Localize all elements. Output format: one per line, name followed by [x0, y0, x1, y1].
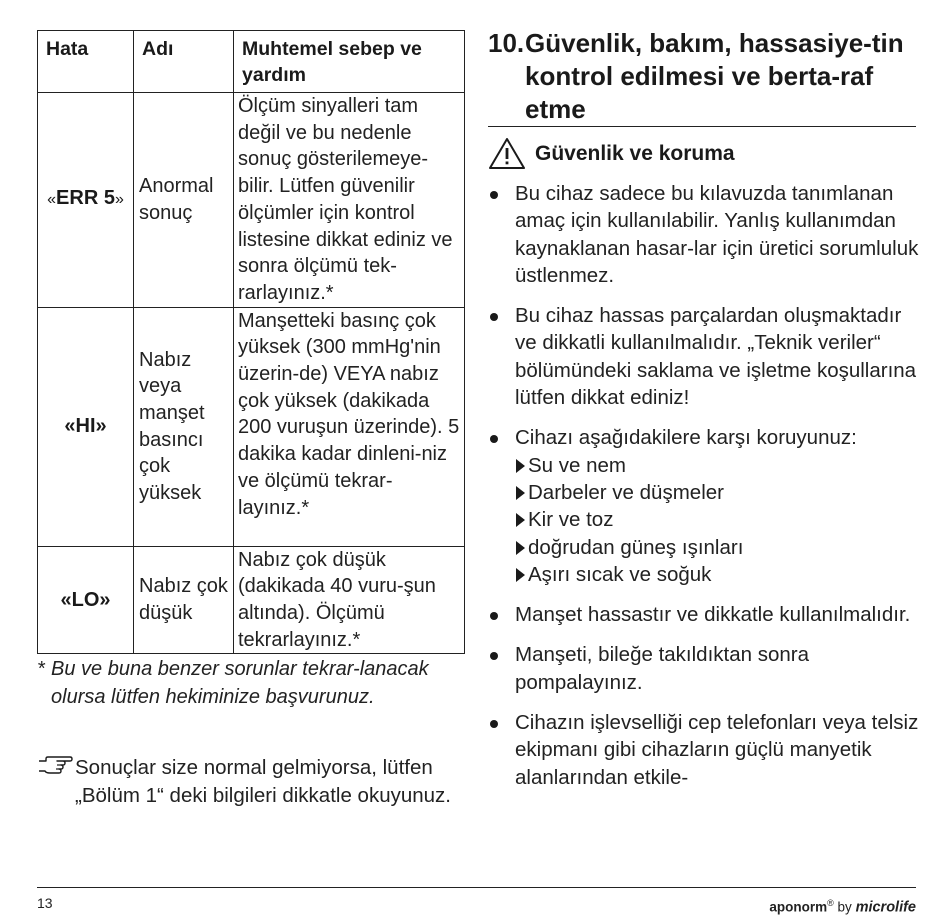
sub-item-text: Kir ve toz [528, 508, 614, 532]
error-code: «LO» [38, 546, 134, 654]
error-name: Nabız veya manşet basıncı çok yüksek [134, 307, 234, 546]
error-code: «HI» [38, 307, 134, 546]
subheading-text: Güvenlik ve koruma [535, 142, 735, 165]
table-row [38, 546, 465, 654]
sub-item [515, 506, 920, 533]
sub-item-text: Darbeler ve düşmeler [528, 480, 724, 504]
list-item [488, 302, 920, 411]
list-item [488, 709, 920, 791]
sub-item-text: Su ve nem [528, 453, 626, 477]
error-table [37, 30, 465, 654]
bullet-text: Bu cihaz sadece bu kılavuzda tanımlanan amaç için kullanılabilir. Yanlış kullanımdan kaynaklanan hasar-lar için üretici sorumluluk üstlenmez. [515, 182, 919, 287]
sub-item [515, 479, 920, 506]
list-item [488, 180, 920, 289]
quote-close: » [114, 191, 124, 209]
column-header-error: Hata [38, 31, 134, 93]
arrow-icon [516, 459, 525, 473]
error-name: Anormal sonuç [134, 93, 234, 308]
brand-by: by [837, 899, 852, 915]
sub-item-text: Aşırı sıcak ve soğuk [528, 562, 712, 586]
section-title-text: Güvenlik, bakım, hassasiye-tin kontrol edilmesi ve berta-raf etme [525, 28, 904, 124]
page-number: 13 [37, 895, 53, 911]
sub-item-list [515, 452, 920, 588]
table-row [38, 307, 465, 546]
bullet-icon [490, 652, 498, 660]
arrow-icon [516, 513, 525, 527]
bullet-text: Cihazın işlevselliği cep telefonları veya telsiz ekipmanı gibi cihazların güçlü manyetik alanlarından etkile- [515, 711, 919, 789]
section-number: 10. [488, 28, 525, 58]
footnote-star: * [37, 658, 45, 680]
bullet-text: Bu cihaz hassas parçalardan oluşmaktadır ve dikkatli kullanılmalıdır. „Teknik veriler“ bölümündeki saklama ve işletme koşullarına lütfen dikkat ediniz! [515, 304, 917, 410]
error-description: Ölçüm sinyalleri tam değil ve bu nedenle sonuç gösterilemeye-bilir. Lütfen güvenilir ölçümler için kontrol listesine dikkat ediniz ve sonra ölçümü tek-rarlayınız.* [234, 93, 465, 308]
footnote-text: Bu ve buna benzer sorunlar tekrar-lanacak olursa lütfen hekiminize başvurunuz. [51, 658, 429, 708]
bullet-icon [490, 612, 498, 620]
list-item [488, 424, 920, 588]
column-header-cause: Muhtemel sebep ve yardım [234, 31, 465, 93]
footnote [37, 655, 457, 711]
bullet-icon [490, 720, 498, 728]
brand-logo [769, 893, 916, 918]
sub-item [515, 534, 920, 561]
error-description: Manşetteki basınç çok yüksek (300 mmHg'nin üzerin-de) VEYA nabız çok yüksek (dakikada 200 vuruşun üzerinde). 5 dakika kadar dinleni-niz ve ölçümü tekrar-layınız.* [234, 307, 465, 546]
column-header-name: Adı [134, 31, 234, 93]
sub-item [515, 452, 920, 479]
brand-name: aponorm [769, 899, 828, 915]
registered-mark: ® [827, 898, 834, 908]
list-item [488, 641, 920, 696]
title-divider [488, 126, 916, 127]
pointing-hand-icon [37, 754, 73, 778]
table-row [38, 93, 465, 308]
footer-divider [37, 887, 916, 888]
arrow-icon [516, 568, 525, 582]
warning-triangle-icon [488, 137, 526, 170]
bullet-text: Manşet hassastır ve dikkatle kullanılmalıdır. [515, 603, 911, 627]
note-text: Sonuçlar size normal gelmiyorsa, lütfen „Bölüm 1“ deki bilgileri dikkatle okuyunuz. [75, 756, 452, 807]
sub-item [515, 561, 920, 588]
error-code: ERR 5 [56, 187, 115, 210]
error-code-cell [38, 93, 134, 308]
bullet-text: Manşeti, bileğe takıldıktan sonra pompalayınız. [515, 643, 809, 694]
table-header-row [38, 31, 465, 93]
list-item [488, 601, 920, 628]
error-name: Nabız çok düşük [134, 546, 234, 654]
quote-open: « [47, 191, 57, 209]
bullet-text: Cihazı aşağıdakilere karşı koruyunuz: [515, 426, 857, 450]
arrow-icon [516, 486, 525, 500]
bullet-icon [490, 435, 498, 443]
safety-bullet-list [488, 180, 920, 804]
sub-item-text: doğrudan güneş ışınları [528, 535, 744, 559]
section-title [488, 27, 918, 126]
bullet-icon [490, 191, 498, 199]
bullet-icon [490, 313, 498, 321]
brand-company: microlife [855, 899, 916, 916]
error-description: Nabız çok düşük (dakikada 40 vuru-şun altında). Ölçümü tekrarlayınız.* [234, 546, 465, 654]
arrow-icon [516, 541, 525, 555]
note [37, 754, 467, 810]
